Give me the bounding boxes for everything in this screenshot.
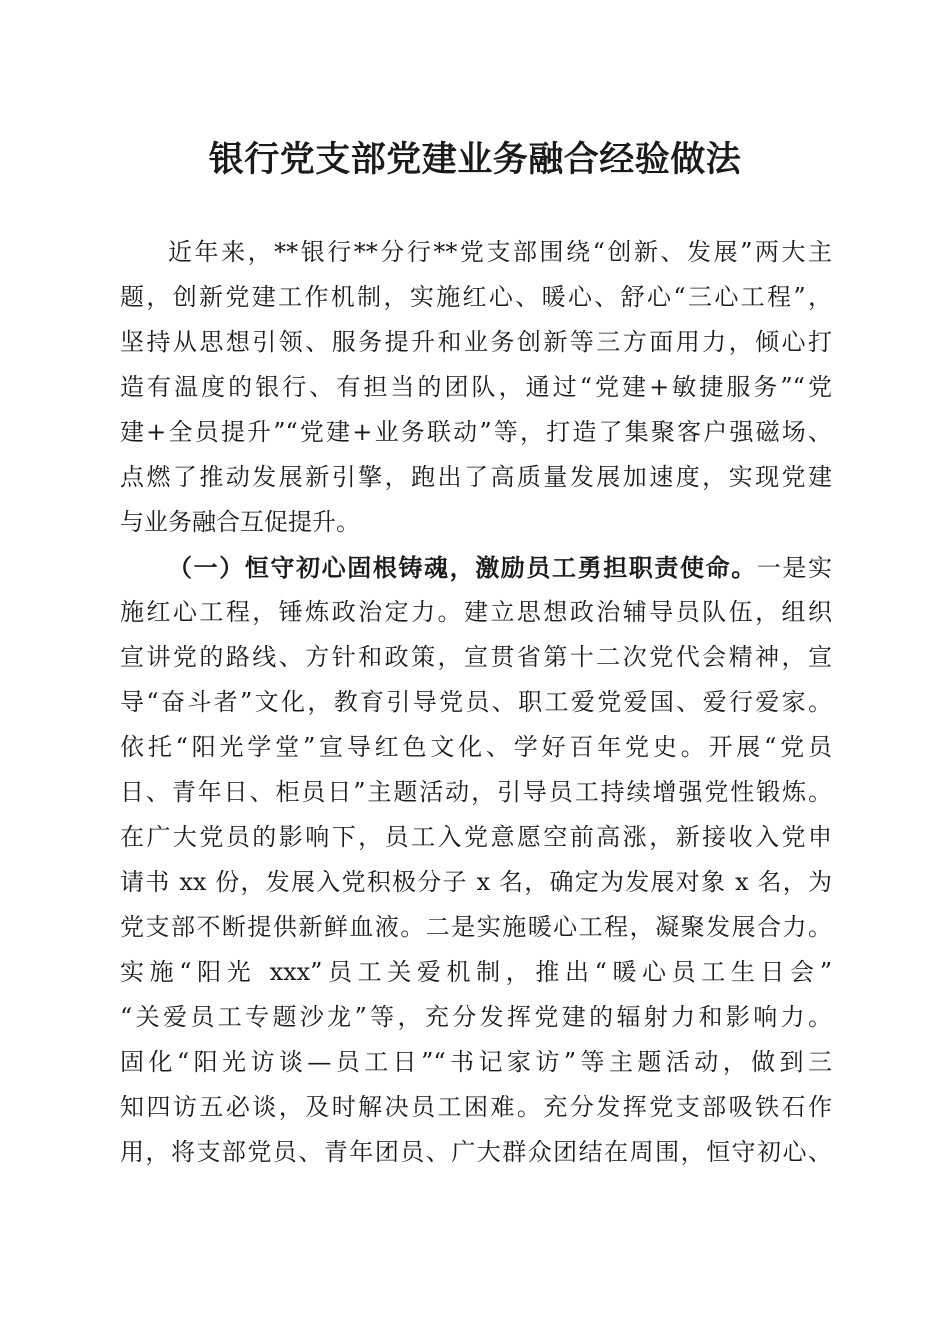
text-line: 固化“阳光访谈—员工日”“书记家访”等主题活动，做到三 [120,1048,832,1076]
text-line: 用，将支部党员、青年团员、广大群众团结在周围，恒守初心、 [120,1138,832,1166]
document-title: 银行党支部党建业务融合经验做法 [208,139,742,180]
text-line: 造有温度的银行、有担当的团队，通过“党建+敏捷服务”“党 [120,373,832,401]
text-line: 建+全员提升”“党建+业务联动”等，打造了集聚客户强磁场、 [120,418,832,446]
text-line: 日、青年日、柜员日”主题活动，引导员工持续增强党性锻炼。 [120,778,832,806]
text-line: 近年来，**银行**分行**党支部围绕“创新、发展”两大主 [168,238,832,266]
text-line: 与业务融合互促提升。 [120,508,360,536]
text-line: 施红心工程，锤炼政治定力。建立思想政治辅导员队伍，组织 [120,598,832,626]
text-line-heading [120,545,832,590]
text-line: 坚持从思想引领、服务提升和业务创新等三方面用力，倾心打 [120,328,832,356]
text-line: “关爱员工专题沙龙”等，充分发挥党建的辐射力和影响力。 [120,1003,832,1031]
text-line: 知四访五必谈，及时解决员工困难。充分发挥党支部吸铁石作 [120,1093,832,1121]
text-line: 题，创新党建工作机制，实施红心、暖心、舒心“三心工程”， [120,283,832,311]
document-body [120,230,832,1175]
text-line: 导“奋斗者”文化，教育引导党员、职工爱党爱国、爱行爱家。 [120,688,832,716]
text-line: 在广大党员的影响下，员工入党意愿空前高涨，新接收入党申 [120,823,832,851]
section-heading: （一）恒守初心固根铸魂，激励员工勇担职责使命。 [168,553,757,582]
paragraph-section-one [120,545,832,1175]
paragraph-intro [120,230,832,545]
text-line: 请书 xx 份，发展入党积极分子 x 名，确定为发展对象 x 名，为 [120,868,832,896]
section-heading-rest: 一是实 [756,554,833,582]
text-line: 党支部不断提供新鲜血液。二是实施暖心工程，凝聚发展合力。 [120,913,832,941]
text-line: 点燃了推动发展新引擎，跑出了高质量发展加速度，实现党建 [120,463,832,491]
text-line: 宣讲党的路线、方针和政策，宣贯省第十二次党代会精神，宣 [120,643,832,671]
text-line: 依托“阳光学堂”宣导红色文化、学好百年党史。开展“党员 [120,733,832,761]
text-line: 实施“阳光 xxx”员工关爱机制，推出“暖心员工生日会” [120,958,832,986]
